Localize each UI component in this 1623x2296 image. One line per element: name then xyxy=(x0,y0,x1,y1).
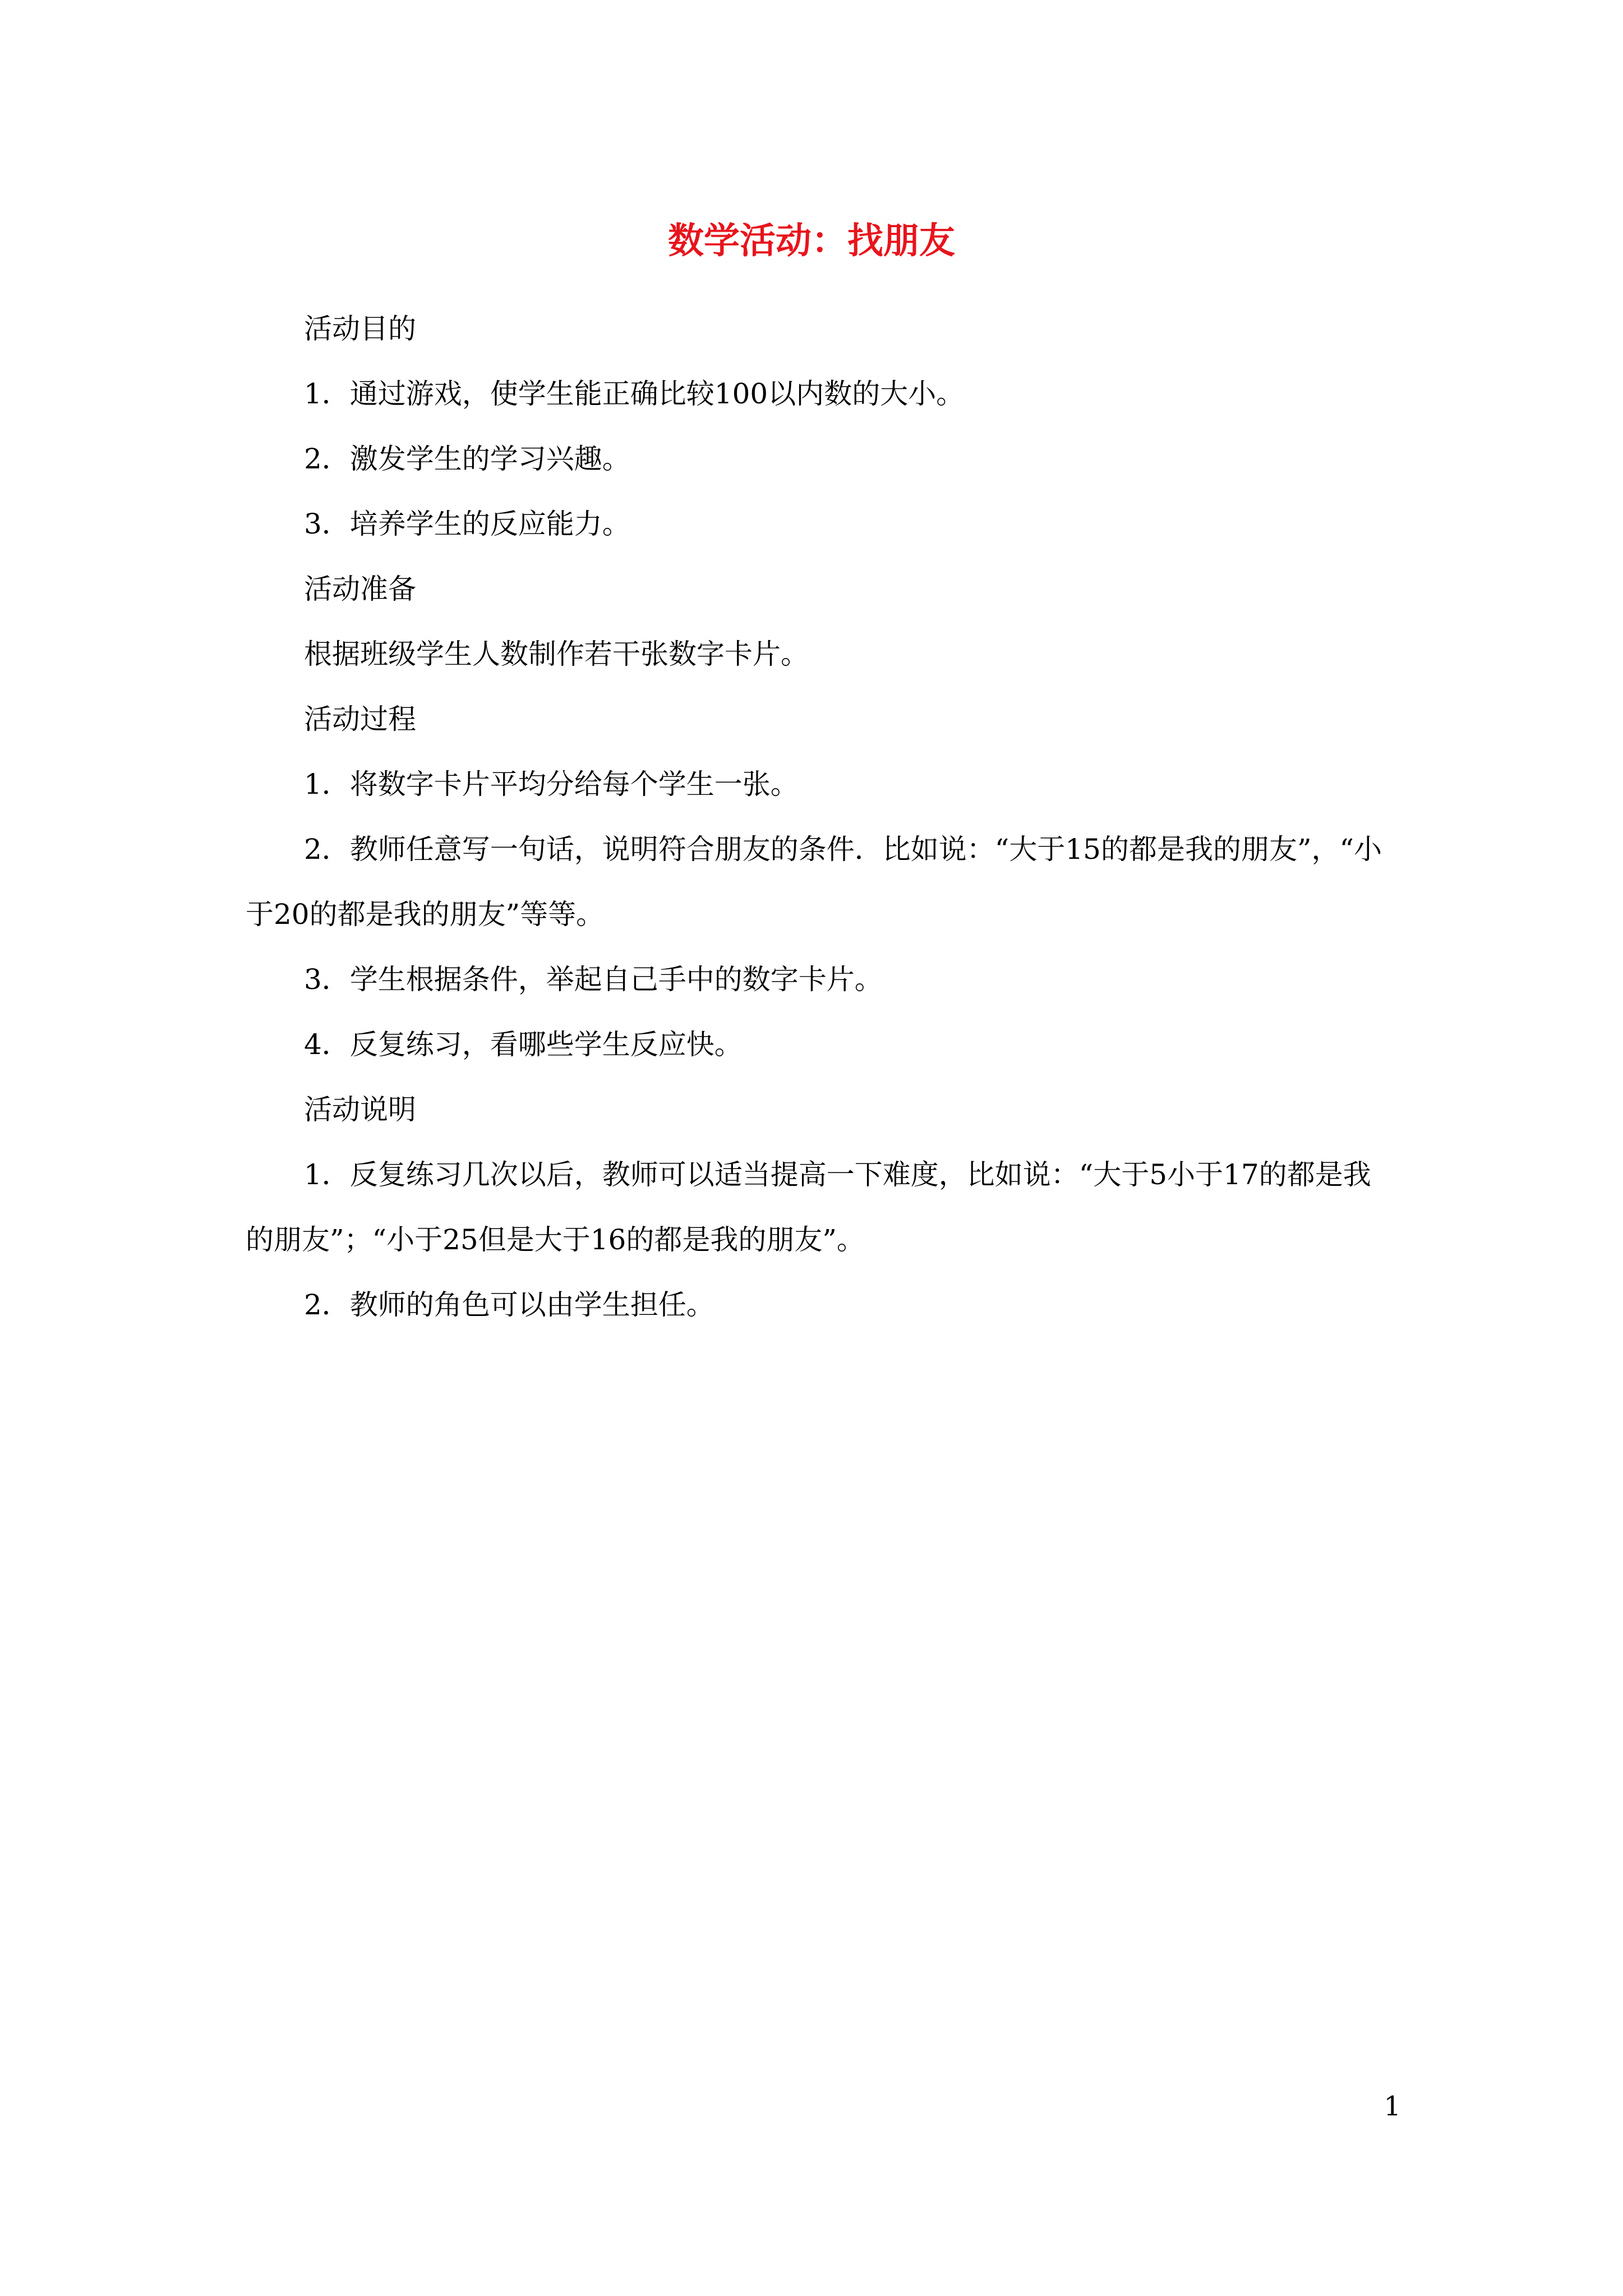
goal-item-3: 3．培养学生的反应能力。 xyxy=(304,508,630,540)
process-step-3: 3．学生根据条件，举起自己手中的数字卡片。 xyxy=(304,963,883,996)
preparation-text: 根据班级学生人数制作若干张数字卡片。 xyxy=(304,638,809,670)
page-number: 1 xyxy=(1384,2091,1401,2122)
process-step-4: 4．反复练习，看哪些学生反应快。 xyxy=(304,1028,743,1061)
document-body xyxy=(246,296,1390,1337)
section-heading-notes: 活动说明 xyxy=(304,1093,416,1126)
section-heading-preparation: 活动准备 xyxy=(304,573,416,605)
goal-item-1: 1．通过游戏，使学生能正确比较100以内数的大小。 xyxy=(304,378,965,410)
goal-item-2: 2．激发学生的学习兴趣。 xyxy=(304,443,630,475)
process-step-1: 1．将数字卡片平均分给每个学生一张。 xyxy=(304,768,799,800)
section-heading-process: 活动过程 xyxy=(304,703,416,735)
section-heading-goal: 活动目的 xyxy=(304,312,416,345)
notes-item-2: 2．教师的角色可以由学生担任。 xyxy=(304,1289,714,1321)
process-step-2: 2．教师任意写一句话，说明符合朋友的条件．比如说：“大于15的都是我的朋友”，“小于20的都是我的朋友”等等。 xyxy=(246,833,1382,931)
notes-item-1: 1．反复练习几次以后，教师可以适当提高一下难度，比如说：“大于5小于17的都是我的朋友”；“小于25但是大于16的都是我的朋友”。 xyxy=(246,1158,1371,1256)
document-title: 数学活动：找朋友 xyxy=(668,220,955,262)
